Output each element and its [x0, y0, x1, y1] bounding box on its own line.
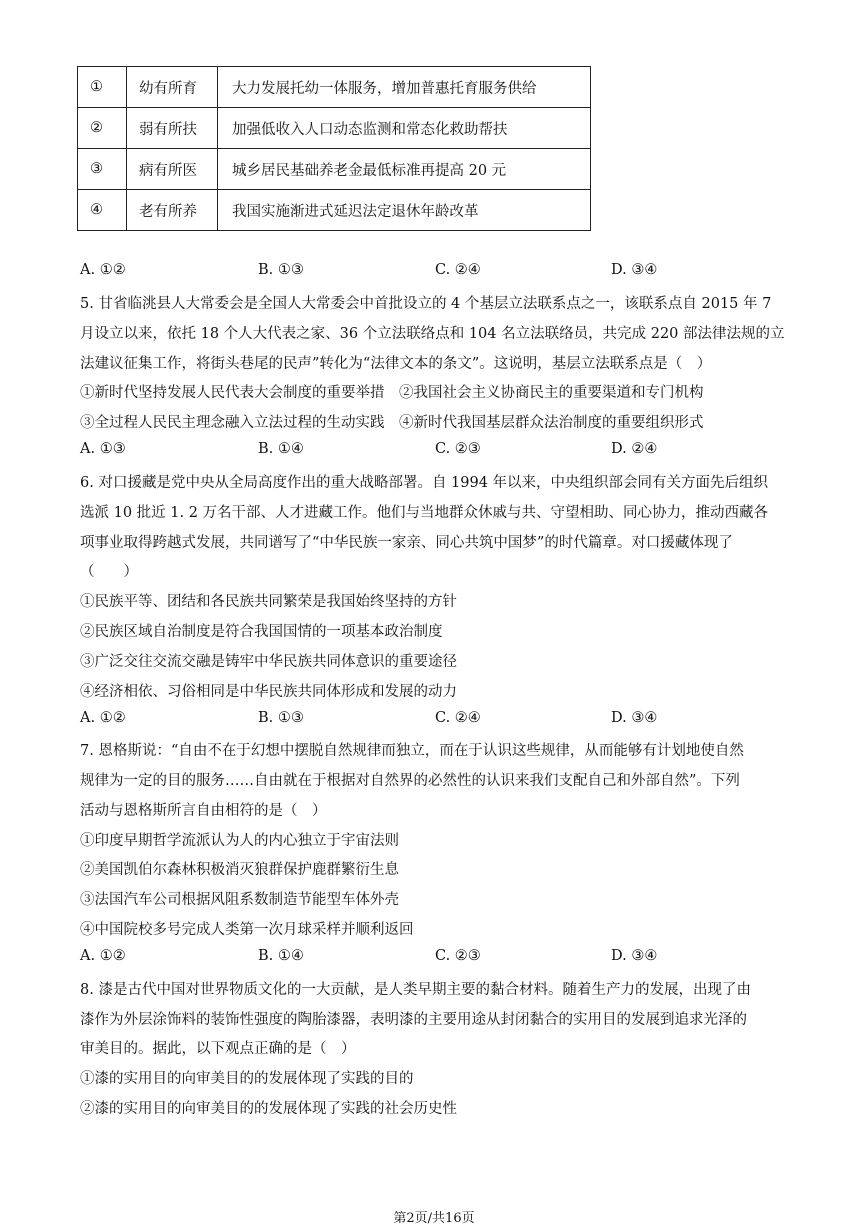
option-a[interactable]: A. ①③ — [80, 441, 126, 457]
option-d[interactable]: D. ③④ — [611, 262, 658, 278]
q7-statement: ④中国院校多号完成人类第一次月球采样并顺利返回 — [80, 922, 414, 938]
q6-stem-line: 项事业取得跨越式发展，共同谱写了“中华民族一家亲、同心共筑中国梦”的时代篇章。对口援藏体现了 — [80, 535, 733, 551]
q8-stem-line: 漆作为外层涂饰料的装饰性强度的陶胎漆器，表明漆的主要用途从封闭黏合的实用目的发展到追求光泽的 — [80, 1012, 747, 1028]
option-c[interactable]: C. ②③ — [435, 441, 481, 457]
row-description: 城乡居民基础养老金最低标准再提高 20 元 — [218, 149, 591, 190]
q7-stem-line: 活动与恩格斯所言自由相符的是（ ） — [80, 803, 327, 819]
table-row — [78, 67, 591, 108]
row-term: 幼有所育 — [127, 67, 218, 108]
option-c[interactable]: C. ②④ — [435, 710, 481, 726]
q7-stem-line: 规律为一定的目的服务……自由就在于根据对自然界的必然性的认识来我们支配自己和外部自然”。下列 — [80, 773, 740, 789]
q6-statement: ②民族区域自治制度是符合我国国情的一项基本政治制度 — [80, 624, 443, 640]
row-number: ② — [78, 108, 127, 149]
q6-options — [80, 710, 780, 730]
row-term: 老有所养 — [127, 190, 218, 231]
q7-statement: ③法国汽车公司根据风阻系数制造节能型车体外壳 — [80, 892, 399, 908]
q5-statement: ①新时代坚持发展人民代表大会制度的重要举措 ②我国社会主义协商民主的重要渠道和专门机构 — [80, 385, 704, 401]
option-b[interactable]: B. ①④ — [258, 948, 304, 964]
row-description: 我国实施渐进式延迟法定退休年龄改革 — [218, 190, 591, 231]
option-b[interactable]: B. ①③ — [258, 262, 304, 278]
q5-options — [80, 441, 780, 461]
option-a[interactable]: A. ①② — [80, 710, 126, 726]
q8-stem-line: 审美目的。据此，以下观点正确的是（ ） — [80, 1041, 356, 1057]
q7-statement: ②美国凯伯尔森林积极消灭狼群保护鹿群繁衍生息 — [80, 862, 399, 878]
row-number: ③ — [78, 149, 127, 190]
row-term: 病有所医 — [127, 149, 218, 190]
q6-stem-line: 选派 10 批近 1. 2 万名干部、人才进藏工作。他们与当地群众休戚与共、守望相助、同心协力，推动西藏各 — [80, 505, 769, 521]
page-number: 第2页/共16页 — [393, 1211, 475, 1226]
option-a[interactable]: A. ①② — [80, 262, 126, 278]
q6-statement: ①民族平等、团结和各民族共同繁荣是我国始终坚持的方针 — [80, 594, 457, 610]
row-term: 弱有所扶 — [127, 108, 218, 149]
option-d[interactable]: D. ③④ — [611, 710, 658, 726]
row-description: 大力发展托幼一体服务，增加普惠托育服务供给 — [218, 67, 591, 108]
option-d[interactable]: D. ③④ — [611, 948, 658, 964]
q5-stem-line: 法建议征集工作，将街头巷尾的民声”转化为“法律文本的条文”。这说明，基层立法联系点是（ ） — [80, 356, 712, 372]
option-c[interactable]: C. ②④ — [435, 262, 481, 278]
row-description: 加强低收入人口动态监测和常态化救助帮扶 — [218, 108, 591, 149]
option-c[interactable]: C. ②③ — [435, 948, 481, 964]
q6-statement: ④经济相依、习俗相同是中华民族共同体形成和发展的动力 — [80, 684, 457, 700]
table-row — [78, 190, 591, 231]
row-number: ④ — [78, 190, 127, 231]
q6-statement: ③广泛交往交流交融是铸牢中华民族共同体意识的重要途径 — [80, 654, 457, 670]
option-a[interactable]: A. ①② — [80, 948, 126, 964]
q8-stem-line: 8. 漆是古代中国对世界物质文化的一大贡献，是人类早期主要的黏合材料。随着生产力的发展，出现了由 — [80, 982, 751, 998]
option-b[interactable]: B. ①③ — [258, 710, 304, 726]
policy-table — [77, 66, 591, 231]
q6-stem-line: （ ） — [80, 564, 138, 580]
option-b[interactable]: B. ①④ — [258, 441, 304, 457]
table-row — [78, 149, 591, 190]
q7-options — [80, 948, 780, 968]
q5-stem-line: 5. 甘省临洮县人大常委会是全国人大常委会中首批设立的 4 个基层立法联系点之一，该联系点自 2015 年 7 — [80, 296, 772, 312]
table-row — [78, 108, 591, 149]
q5-stem-line: 月设立以来，依托 18 个人大代表之家、36 个立法联络点和 104 名立法联络员，共完成 220 部法律法规的立 — [80, 326, 785, 342]
q4-options — [80, 262, 780, 282]
q7-stem-line: 7. 恩格斯说：“自由不在于幻想中摆脱自然规律而独立，而在于认识这些规律，从而能够有计划地使自然 — [80, 743, 744, 759]
row-number: ① — [78, 67, 127, 108]
q7-statement: ①印度早期哲学流派认为人的内心独立于宇宙法则 — [80, 833, 399, 849]
option-d[interactable]: D. ②④ — [611, 441, 658, 457]
q6-stem-line: 6. 对口援藏是党中央从全局高度作出的重大战略部署。自 1994 年以来，中央组织部会同有关方面先后组织 — [80, 475, 769, 491]
q8-statement: ②漆的实用目的向审美目的的发展体现了实践的社会历史性 — [80, 1101, 457, 1117]
q8-statement: ①漆的实用目的向审美目的的发展体现了实践的目的 — [80, 1071, 414, 1087]
q5-statement: ③全过程人民民主理念融入立法过程的生动实践 ④新时代我国基层群众法治制度的重要组织形式 — [80, 415, 704, 431]
